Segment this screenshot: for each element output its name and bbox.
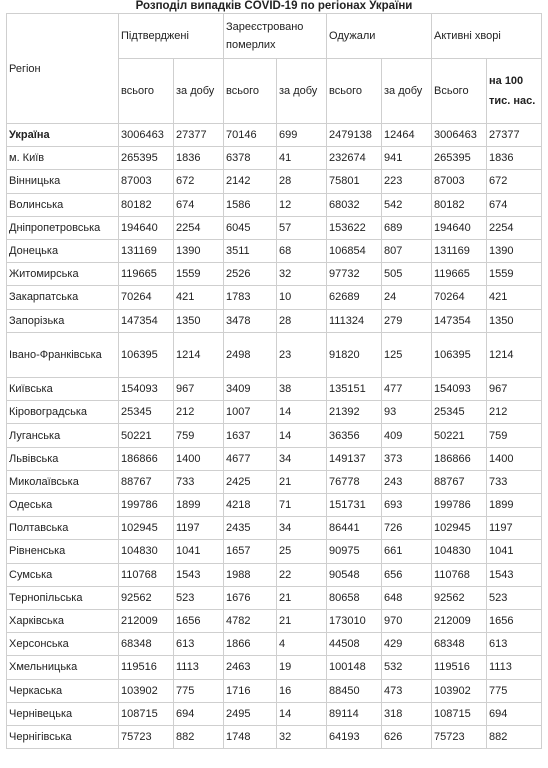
value-cell: 613 (487, 633, 542, 656)
value-cell: 108715 (119, 702, 174, 725)
region-name-cell: Закарпатська (7, 286, 119, 309)
header-deaths: Зареєстровано померлих (224, 14, 327, 59)
header-deaths-per-day: за добу (277, 59, 327, 124)
value-cell: 373 (382, 447, 432, 470)
value-cell: 80182 (432, 193, 487, 216)
value-cell: 2254 (487, 216, 542, 239)
table-row (7, 332, 542, 377)
region-name-cell: Житомирська (7, 263, 119, 286)
value-cell: 1041 (487, 540, 542, 563)
value-cell: 110768 (119, 563, 174, 586)
value-cell: 409 (382, 424, 432, 447)
header-recovered: Одужали (327, 14, 432, 59)
value-cell: 88450 (327, 679, 382, 702)
value-cell: 135151 (327, 378, 382, 401)
value-cell: 62689 (327, 286, 382, 309)
value-cell: 1716 (224, 679, 277, 702)
value-cell: 57 (277, 216, 327, 239)
value-cell: 28 (277, 309, 327, 332)
region-name-cell: Кіровоградська (7, 401, 119, 424)
value-cell: 3478 (224, 309, 277, 332)
value-cell: 1586 (224, 193, 277, 216)
table-row (7, 193, 542, 216)
value-cell: 75723 (119, 725, 174, 748)
table-row (7, 725, 542, 748)
value-cell: 88767 (119, 470, 174, 493)
value-cell: 89114 (327, 702, 382, 725)
value-cell: 102945 (119, 517, 174, 540)
value-cell: 694 (174, 702, 224, 725)
value-cell: 25345 (119, 401, 174, 424)
table-row (7, 124, 542, 147)
region-name-cell: Донецька (7, 239, 119, 262)
value-cell: 693 (382, 494, 432, 517)
value-cell: 1214 (487, 332, 542, 377)
value-cell: 1836 (174, 147, 224, 170)
value-cell: 6045 (224, 216, 277, 239)
table-row (7, 540, 542, 563)
region-name-cell: Сумська (7, 563, 119, 586)
region-name-cell: Івано-Франківська (7, 332, 119, 377)
value-cell: 16 (277, 679, 327, 702)
value-cell: 1656 (174, 609, 224, 632)
value-cell: 1899 (174, 494, 224, 517)
value-cell: 4 (277, 633, 327, 656)
value-cell: 473 (382, 679, 432, 702)
value-cell: 119516 (432, 656, 487, 679)
value-cell: 212009 (432, 609, 487, 632)
value-cell: 674 (487, 193, 542, 216)
value-cell: 1390 (487, 239, 542, 262)
region-name-cell: Миколаївська (7, 470, 119, 493)
value-cell: 92562 (119, 586, 174, 609)
value-cell: 50221 (432, 424, 487, 447)
value-cell: 1400 (174, 447, 224, 470)
value-cell: 532 (382, 656, 432, 679)
value-cell: 694 (487, 702, 542, 725)
value-cell: 34 (277, 447, 327, 470)
value-cell: 1390 (174, 239, 224, 262)
page-title: Розподіл випадків COVID-19 по регіонах України (135, 0, 413, 12)
value-cell: 186866 (119, 447, 174, 470)
value-cell: 4677 (224, 447, 277, 470)
value-cell: 14 (277, 401, 327, 424)
region-name-cell: Львівська (7, 447, 119, 470)
region-name-cell: Вінницька (7, 170, 119, 193)
value-cell: 151731 (327, 494, 382, 517)
value-cell: 672 (487, 170, 542, 193)
table-row (7, 656, 542, 679)
value-cell: 1637 (224, 424, 277, 447)
value-cell: 91820 (327, 332, 382, 377)
value-cell: 1007 (224, 401, 277, 424)
value-cell: 10 (277, 286, 327, 309)
value-cell: 86441 (327, 517, 382, 540)
value-cell: 153622 (327, 216, 382, 239)
value-cell: 212 (487, 401, 542, 424)
value-cell: 1866 (224, 633, 277, 656)
value-cell: 100148 (327, 656, 382, 679)
value-cell: 19 (277, 656, 327, 679)
value-cell: 34 (277, 517, 327, 540)
value-cell: 186866 (432, 447, 487, 470)
value-cell: 265395 (432, 147, 487, 170)
value-cell: 882 (174, 725, 224, 748)
value-cell: 1350 (487, 309, 542, 332)
table-row (7, 239, 542, 262)
region-name-cell: Чернівецька (7, 702, 119, 725)
value-cell: 1543 (174, 563, 224, 586)
value-cell: 1041 (174, 540, 224, 563)
value-cell: 1676 (224, 586, 277, 609)
header-recovered-total: всього (327, 59, 382, 124)
value-cell: 1214 (174, 332, 224, 377)
covid-regions-table (6, 13, 542, 749)
value-cell: 41 (277, 147, 327, 170)
value-cell: 212 (174, 401, 224, 424)
header-confirmed: Підтверджені (119, 14, 224, 59)
value-cell: 38 (277, 378, 327, 401)
value-cell: 2435 (224, 517, 277, 540)
value-cell: 807 (382, 239, 432, 262)
value-cell: 75801 (327, 170, 382, 193)
value-cell: 674 (174, 193, 224, 216)
value-cell: 726 (382, 517, 432, 540)
value-cell: 21 (277, 470, 327, 493)
value-cell: 110768 (432, 563, 487, 586)
value-cell: 3511 (224, 239, 277, 262)
table-row (7, 586, 542, 609)
value-cell: 103902 (119, 679, 174, 702)
region-name-cell: Херсонська (7, 633, 119, 656)
table-row (7, 378, 542, 401)
table-row (7, 263, 542, 286)
value-cell: 28 (277, 170, 327, 193)
value-cell: 68 (277, 239, 327, 262)
value-cell: 131169 (432, 239, 487, 262)
value-cell: 1657 (224, 540, 277, 563)
table-row (7, 609, 542, 632)
value-cell: 131169 (119, 239, 174, 262)
value-cell: 76778 (327, 470, 382, 493)
value-cell: 232674 (327, 147, 382, 170)
value-cell: 88767 (432, 470, 487, 493)
value-cell: 1988 (224, 563, 277, 586)
value-cell: 154093 (119, 378, 174, 401)
value-cell: 50221 (119, 424, 174, 447)
table-row (7, 633, 542, 656)
table-row (7, 679, 542, 702)
region-name-cell: Київська (7, 378, 119, 401)
header-confirmed-total: всього (119, 59, 174, 124)
table-row (7, 424, 542, 447)
value-cell: 775 (487, 679, 542, 702)
value-cell: 106854 (327, 239, 382, 262)
table-row (7, 517, 542, 540)
value-cell: 93 (382, 401, 432, 424)
value-cell: 27377 (487, 124, 542, 147)
value-cell: 1559 (487, 263, 542, 286)
value-cell: 23 (277, 332, 327, 377)
value-cell: 6378 (224, 147, 277, 170)
value-cell: 941 (382, 147, 432, 170)
value-cell: 2254 (174, 216, 224, 239)
value-cell: 1400 (487, 447, 542, 470)
value-cell: 24 (382, 286, 432, 309)
value-cell: 21 (277, 609, 327, 632)
value-cell: 699 (277, 124, 327, 147)
value-cell: 119665 (119, 263, 174, 286)
region-name-cell: Полтавська (7, 517, 119, 540)
header-deaths-total: всього (224, 59, 277, 124)
region-name-cell: Хмельницька (7, 656, 119, 679)
table-body (7, 124, 542, 749)
value-cell: 108715 (432, 702, 487, 725)
value-cell: 44508 (327, 633, 382, 656)
value-cell: 32 (277, 725, 327, 748)
value-cell: 97732 (327, 263, 382, 286)
value-cell: 421 (174, 286, 224, 309)
region-name-cell: Україна (7, 124, 119, 147)
table-row (7, 470, 542, 493)
region-name-cell: Чернігівська (7, 725, 119, 748)
value-cell: 87003 (432, 170, 487, 193)
value-cell: 12 (277, 193, 327, 216)
value-cell: 3006463 (432, 124, 487, 147)
value-cell: 882 (487, 725, 542, 748)
value-cell: 21392 (327, 401, 382, 424)
value-cell: 75723 (432, 725, 487, 748)
region-name-cell: Одеська (7, 494, 119, 517)
value-cell: 12464 (382, 124, 432, 147)
region-name-cell: Дніпропетровська (7, 216, 119, 239)
value-cell: 111324 (327, 309, 382, 332)
value-cell: 90548 (327, 563, 382, 586)
value-cell: 2495 (224, 702, 277, 725)
value-cell: 1350 (174, 309, 224, 332)
value-cell: 149137 (327, 447, 382, 470)
table-row (7, 447, 542, 470)
value-cell: 970 (382, 609, 432, 632)
value-cell: 2498 (224, 332, 277, 377)
value-cell: 613 (174, 633, 224, 656)
value-cell: 1113 (174, 656, 224, 679)
value-cell: 1783 (224, 286, 277, 309)
value-cell: 1836 (487, 147, 542, 170)
region-name-cell: Запорізька (7, 309, 119, 332)
table-row (7, 216, 542, 239)
value-cell: 25345 (432, 401, 487, 424)
value-cell: 194640 (432, 216, 487, 239)
region-name-cell: Харківська (7, 609, 119, 632)
value-cell: 279 (382, 309, 432, 332)
value-cell: 199786 (119, 494, 174, 517)
value-cell: 1748 (224, 725, 277, 748)
value-cell: 199786 (432, 494, 487, 517)
header-active-per-100k: на 100 тис. нас. (487, 59, 542, 124)
value-cell: 147354 (119, 309, 174, 332)
value-cell: 68348 (119, 633, 174, 656)
value-cell: 70146 (224, 124, 277, 147)
value-cell: 27377 (174, 124, 224, 147)
value-cell: 14 (277, 424, 327, 447)
value-cell: 967 (487, 378, 542, 401)
table-row (7, 702, 542, 725)
value-cell: 429 (382, 633, 432, 656)
value-cell: 2479138 (327, 124, 382, 147)
value-cell: 648 (382, 586, 432, 609)
value-cell: 523 (174, 586, 224, 609)
header-region: Регіон (7, 14, 119, 124)
value-cell: 3409 (224, 378, 277, 401)
value-cell: 36356 (327, 424, 382, 447)
header-active: Активні хворі (432, 14, 542, 59)
value-cell: 147354 (432, 309, 487, 332)
value-cell: 2142 (224, 170, 277, 193)
value-cell: 154093 (432, 378, 487, 401)
value-cell: 92562 (432, 586, 487, 609)
value-cell: 2425 (224, 470, 277, 493)
value-cell: 318 (382, 702, 432, 725)
value-cell: 194640 (119, 216, 174, 239)
region-name-cell: Рівненська (7, 540, 119, 563)
value-cell: 523 (487, 586, 542, 609)
value-cell: 1899 (487, 494, 542, 517)
value-cell: 223 (382, 170, 432, 193)
value-cell: 68032 (327, 193, 382, 216)
value-cell: 243 (382, 470, 432, 493)
value-cell: 25 (277, 540, 327, 563)
table-row (7, 309, 542, 332)
value-cell: 1543 (487, 563, 542, 586)
header-active-total: Всього (432, 59, 487, 124)
value-cell: 125 (382, 332, 432, 377)
table-row (7, 494, 542, 517)
value-cell: 70264 (119, 286, 174, 309)
value-cell: 68348 (432, 633, 487, 656)
value-cell: 733 (487, 470, 542, 493)
value-cell: 106395 (432, 332, 487, 377)
value-cell: 32 (277, 263, 327, 286)
value-cell: 119665 (432, 263, 487, 286)
value-cell: 106395 (119, 332, 174, 377)
value-cell: 4218 (224, 494, 277, 517)
value-cell: 265395 (119, 147, 174, 170)
value-cell: 626 (382, 725, 432, 748)
region-name-cell: Тернопільська (7, 586, 119, 609)
value-cell: 689 (382, 216, 432, 239)
table-row (7, 147, 542, 170)
value-cell: 70264 (432, 286, 487, 309)
region-name-cell: м. Київ (7, 147, 119, 170)
value-cell: 14 (277, 702, 327, 725)
value-cell: 64193 (327, 725, 382, 748)
value-cell: 104830 (432, 540, 487, 563)
value-cell: 104830 (119, 540, 174, 563)
value-cell: 87003 (119, 170, 174, 193)
value-cell: 661 (382, 540, 432, 563)
value-cell: 4782 (224, 609, 277, 632)
value-cell: 1197 (487, 517, 542, 540)
region-name-cell: Черкаська (7, 679, 119, 702)
value-cell: 80658 (327, 586, 382, 609)
value-cell: 542 (382, 193, 432, 216)
value-cell: 759 (174, 424, 224, 447)
header-confirmed-per-day: за добу (174, 59, 224, 124)
value-cell: 102945 (432, 517, 487, 540)
table-row (7, 563, 542, 586)
value-cell: 672 (174, 170, 224, 193)
value-cell: 2526 (224, 263, 277, 286)
value-cell: 477 (382, 378, 432, 401)
value-cell: 90975 (327, 540, 382, 563)
value-cell: 421 (487, 286, 542, 309)
value-cell: 1559 (174, 263, 224, 286)
value-cell: 1197 (174, 517, 224, 540)
value-cell: 505 (382, 263, 432, 286)
value-cell: 656 (382, 563, 432, 586)
value-cell: 103902 (432, 679, 487, 702)
value-cell: 173010 (327, 609, 382, 632)
header-recovered-per-day: за добу (382, 59, 432, 124)
value-cell: 775 (174, 679, 224, 702)
table-row (7, 401, 542, 424)
value-cell: 3006463 (119, 124, 174, 147)
value-cell: 967 (174, 378, 224, 401)
table-row (7, 286, 542, 309)
value-cell: 1656 (487, 609, 542, 632)
value-cell: 212009 (119, 609, 174, 632)
value-cell: 733 (174, 470, 224, 493)
value-cell: 1113 (487, 656, 542, 679)
value-cell: 119516 (119, 656, 174, 679)
value-cell: 22 (277, 563, 327, 586)
value-cell: 759 (487, 424, 542, 447)
region-name-cell: Луганська (7, 424, 119, 447)
value-cell: 71 (277, 494, 327, 517)
value-cell: 21 (277, 586, 327, 609)
region-name-cell: Волинська (7, 193, 119, 216)
value-cell: 2463 (224, 656, 277, 679)
value-cell: 80182 (119, 193, 174, 216)
table-row (7, 170, 542, 193)
